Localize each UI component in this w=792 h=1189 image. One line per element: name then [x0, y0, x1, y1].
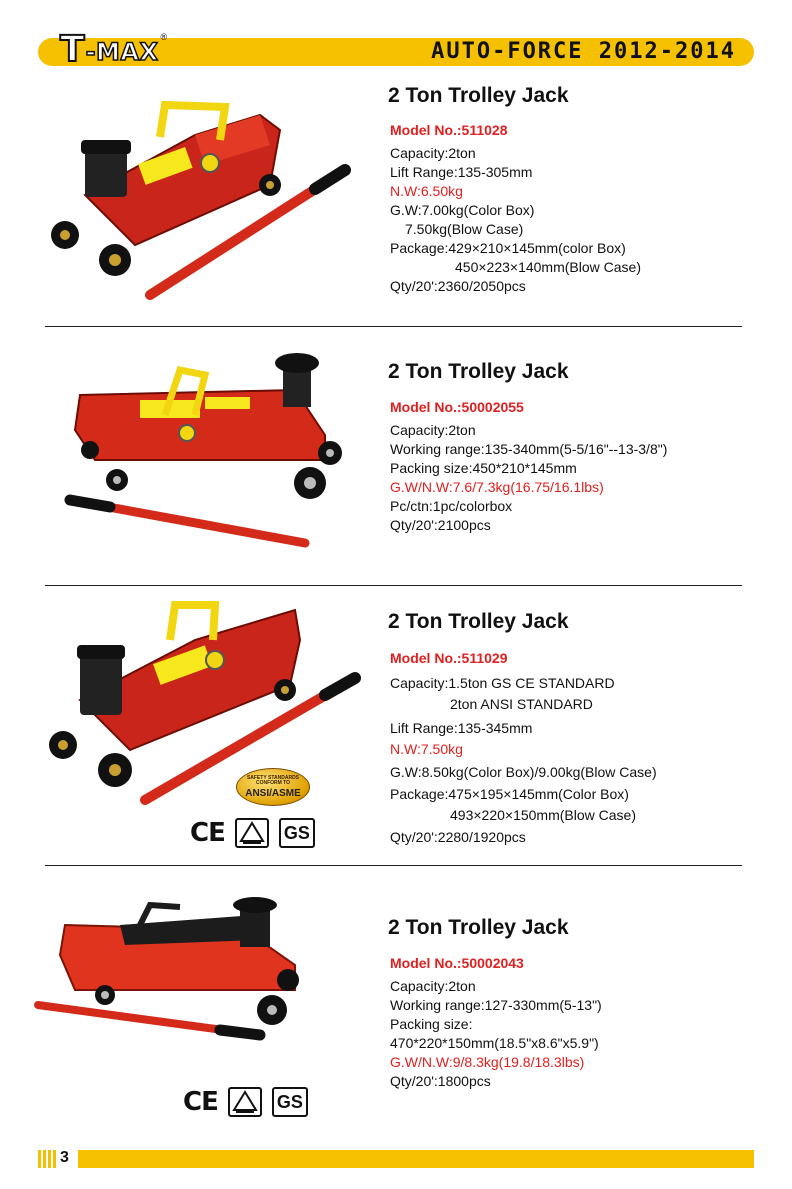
model-number-1: Model No.:511028 — [390, 122, 508, 138]
spec-line: 2ton ANSI STANDARD — [450, 696, 593, 712]
certification-marks-4 — [183, 1087, 308, 1117]
section-divider — [45, 585, 742, 586]
ansi-asme-badge — [236, 768, 310, 806]
spec-line: 7.50kg(Blow Case) — [405, 221, 524, 237]
badge-label: ANSI/ASME — [245, 788, 301, 799]
spec-line: Capacity:2ton — [390, 978, 476, 994]
ce-mark-icon: CE — [183, 1087, 218, 1117]
spec-line: G.W/N.W:7.6/7.3kg(16.75/16.1lbs) — [390, 479, 604, 495]
section-divider — [45, 326, 742, 327]
spec-line: N.W:7.50kg — [390, 741, 463, 757]
model-number-3: Model No.:511029 — [390, 650, 508, 666]
footer-stripes-icon — [38, 1150, 56, 1168]
trolley-jack-image-2 — [55, 345, 355, 560]
spec-line: G.W:7.00kg(Color Box) — [390, 202, 535, 218]
spec-line: Capacity:1.5ton GS CE STANDARD — [390, 675, 615, 691]
spec-list-1 — [390, 144, 641, 296]
logo-t: T — [60, 29, 85, 70]
spec-line: Qty/20':2280/1920pcs — [390, 829, 526, 845]
spec-line: Qty/20':1800pcs — [390, 1073, 491, 1089]
trolley-jack-image-4 — [30, 895, 330, 1045]
spec-line: 470*220*150mm(18.5"x8.6"x5.9") — [390, 1035, 599, 1051]
spec-line: G.W:8.50kg(Color Box)/9.00kg(Blow Case) — [390, 764, 657, 780]
model-number-2: Model No.:50002055 — [390, 399, 524, 415]
spec-line: N.W:6.50kg — [390, 183, 463, 199]
spec-line: 493×220×150mm(Blow Case) — [450, 807, 636, 823]
spec-list-3 — [390, 674, 657, 847]
product-title-2: 2 Ton Trolley Jack — [388, 360, 569, 383]
spec-line: Qty/20':2360/2050pcs — [390, 278, 526, 294]
spec-line: G.W/N.W:9/8.3kg(19.8/18.3lbs) — [390, 1054, 585, 1070]
registered-mark: ® — [160, 32, 168, 42]
ce-mark-icon: CE — [190, 818, 225, 848]
footer-bar — [78, 1150, 754, 1168]
tuv-mark-icon — [228, 1087, 262, 1117]
brand-logo — [60, 26, 167, 68]
spec-line: Packing size: — [390, 1016, 473, 1032]
badge-caption: SAFETY STANDARDS CONFORM TO — [246, 775, 300, 786]
spec-line: Lift Range:135-305mm — [390, 164, 533, 180]
spec-line: Package:475×195×145mm(Color Box) — [390, 786, 629, 802]
page-number: 3 — [60, 1149, 69, 1166]
certification-marks-3 — [190, 818, 315, 848]
spec-line: Package:429×210×145mm(color Box) — [390, 240, 626, 256]
spec-line: Capacity:2ton — [390, 422, 476, 438]
spec-line: Qty/20':2100pcs — [390, 517, 491, 533]
spec-line: Pc/ctn:1pc/colorbox — [390, 498, 513, 514]
spec-list-2 — [390, 421, 667, 535]
gs-mark-icon: GS — [272, 1087, 308, 1117]
spec-line: 450×223×140mm(Blow Case) — [455, 259, 641, 275]
product-title-1: 2 Ton Trolley Jack — [388, 84, 569, 107]
spec-line: Capacity:2ton — [390, 145, 476, 161]
tuv-mark-icon — [235, 818, 269, 848]
model-number-4: Model No.:50002043 — [390, 955, 524, 971]
spec-line: Lift Range:135-345mm — [390, 720, 533, 736]
logo-text: -MAX — [85, 38, 159, 66]
spec-list-4 — [390, 977, 602, 1091]
catalog-title: AUTO-FORCE 2012-2014 — [431, 39, 736, 64]
trolley-jack-image-3 — [45, 600, 365, 815]
gs-mark-icon: GS — [279, 818, 315, 848]
spec-line: Working range:135-340mm(5-5/16"--13-3/8") — [390, 441, 668, 457]
spec-line: Packing size:450*210*145mm — [390, 460, 577, 476]
product-title-3: 2 Ton Trolley Jack — [388, 610, 569, 633]
product-title-4: 2 Ton Trolley Jack — [388, 916, 569, 939]
trolley-jack-image-1 — [45, 85, 355, 305]
spec-line: Working range:127-330mm(5-13") — [390, 997, 602, 1013]
section-divider — [45, 865, 742, 866]
